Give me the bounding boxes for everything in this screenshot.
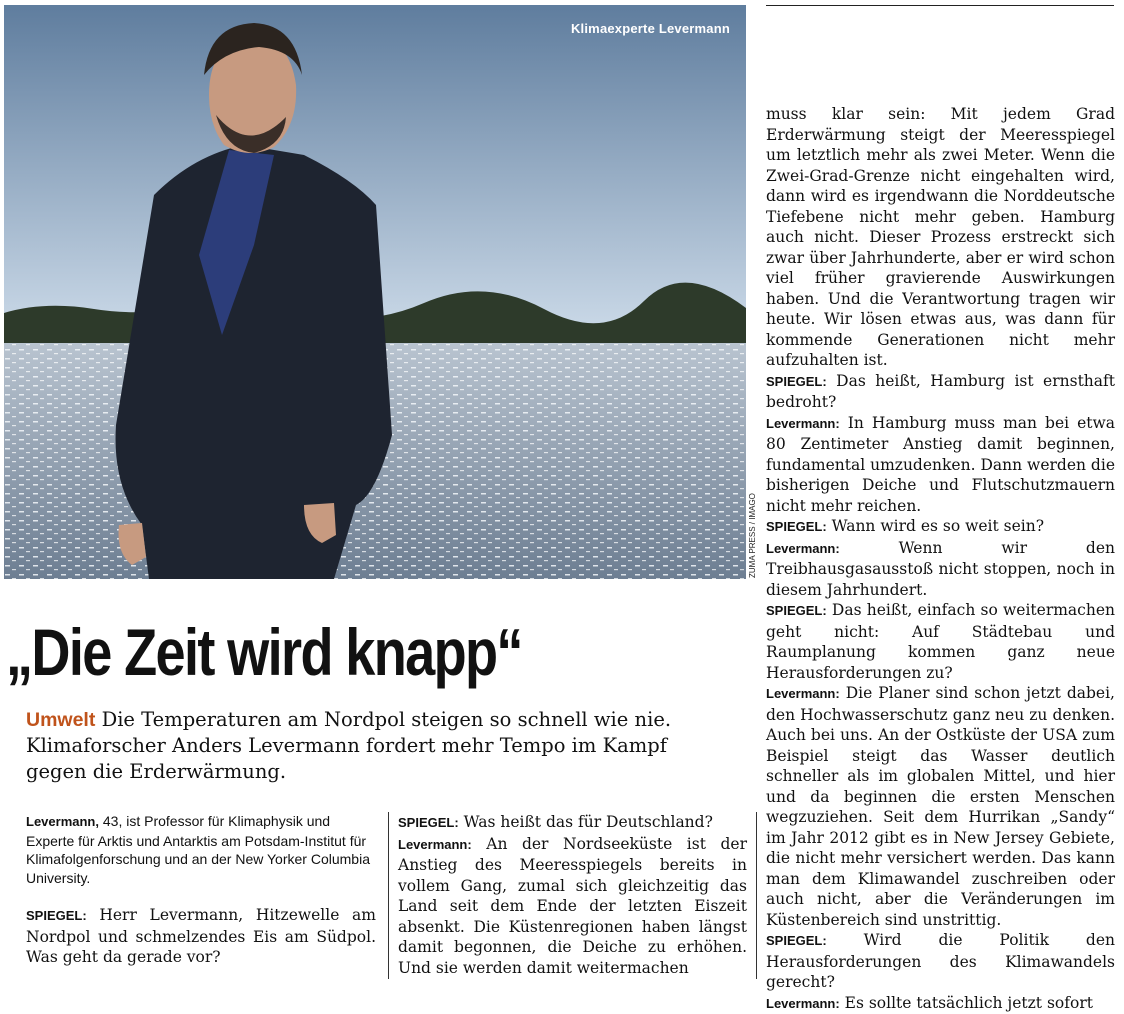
exchange-text: Das heißt, einfach so weitermachen geht nicht: Auf Städtebau und Raumplanung kommen ganz neue Herausforderungen zu? bbox=[766, 601, 1115, 682]
interview-question bbox=[26, 905, 376, 968]
speaker-label: SPIEGEL: bbox=[398, 815, 459, 830]
column-3 bbox=[766, 104, 1115, 1014]
speaker-label: SPIEGEL: bbox=[766, 933, 827, 948]
exchange-item bbox=[766, 371, 1115, 413]
exchange-text: Wenn wir den Treibhausgasausstoß nicht stoppen, noch in diesem Jahrhundert. bbox=[766, 539, 1115, 599]
column-divider bbox=[388, 812, 389, 979]
exchange-text: Wann wird es so weit sein? bbox=[832, 517, 1044, 535]
exchange-item bbox=[766, 600, 1115, 683]
column-divider bbox=[756, 812, 757, 979]
speaker-label: SPIEGEL: bbox=[26, 908, 87, 923]
speaker-label: Levermann: bbox=[766, 996, 840, 1011]
exchange-text: In Hamburg muss man bei etwa 80 Zentimeter Anstieg damit beginnen, fundamental umzudenken. Dann werden die bisherigen Deiche und Flutschutzmauern nicht mehr reichen. bbox=[766, 414, 1115, 515]
portrait-photo bbox=[4, 5, 746, 579]
answer-continuation: muss klar sein: Mit jedem Grad Erderwärmung steigt der Meeresspiegel um letztlich mehr als zwei Meter. Wenn die Zwei-Grad-Grenze nicht eingehalten wird, dann wird es irgendwann die Norddeutsche Tiefebene nicht mehr geben. Hamburg auch nicht. Dieser Prozess erstreckt sich zwar über Jahrhunderte, aber er wird schon viel früher gravierende Auswirkungen haben. Und die Verantwortung tragen wir heute. Wir lösen etwas aus, was dann für kommende Generationen nicht mehr aufzuhalten ist. bbox=[766, 104, 1115, 371]
bio-text: 43, ist Professor für Klimaphysik und Experte für Arktis und Antarktis am Potsdam-Institut für Klimafolgenforschung und an der New Yorker Columbia University. bbox=[26, 813, 370, 886]
interview-answer bbox=[398, 834, 747, 979]
bio-name: Levermann, bbox=[26, 814, 99, 829]
question-text: Herr Levermann, Hitzewelle am Nordpol und schmelzendes Eis am Südpol. Was geht da gerade vor? bbox=[26, 906, 376, 966]
top-rule bbox=[766, 5, 1114, 6]
speaker-label: Levermann: bbox=[766, 686, 840, 701]
photo-credit: ZUMA PRESS / IMAGO bbox=[748, 486, 760, 580]
exchange-item bbox=[766, 538, 1115, 601]
exchange-item bbox=[766, 993, 1115, 1014]
intro-text: Die Temperaturen am Nordpol steigen so schnell wie nie. Klimaforscher Anders Levermann fordert mehr Tempo im Kampf gegen die Erderwärmung. bbox=[26, 708, 671, 783]
photo-caption: Klimaexperte Levermann bbox=[571, 21, 730, 36]
exchange-text: Wird die Politik den Herausforderungen des Klimawandels gerecht? bbox=[766, 931, 1115, 991]
interview-question bbox=[398, 812, 747, 834]
exchange-list bbox=[766, 371, 1115, 1014]
speaker-label: Levermann: bbox=[766, 541, 840, 556]
speaker-label: SPIEGEL: bbox=[766, 519, 827, 534]
section-kicker: Umwelt bbox=[26, 709, 95, 731]
speaker-label: SPIEGEL: bbox=[766, 603, 827, 618]
exchange-text: Die Planer sind schon jetzt dabei, den Hochwasserschutz ganz neu zu denken. Auch bei uns. An der Ostküste der USA zum Beispiel steigt das Wasser deutlich schneller als im globalen Mittel, und hier und da beginnen die ersten Menschen wegzuziehen. Seit dem Hurrikan „Sandy“ im Jahr 2012 gibt es in New Jersey Gebiete, die nicht mehr versichert werden. Das kann man dem Klimawandel zuschreiben oder auch nicht, aber die Veränderungen im Küstenbereich sind unstrittig. bbox=[766, 684, 1115, 929]
answer-text: An der Nordseeküste ist der Anstieg des Meeresspiegels bereits in vollem Gang, zumal sich gleichzeitig das Land seit dem Ende der letzten Eiszeit absenkt. Die Küstenregionen haben längst damit begonnen, die Deiche zu erhöhen. Und sie werden damit weitermachen bbox=[398, 835, 747, 977]
column-2 bbox=[398, 812, 747, 978]
exchange-item bbox=[766, 930, 1115, 993]
exchange-text: Das heißt, Hamburg ist ernsthaft bedroht? bbox=[766, 372, 1115, 412]
speaker-label: Levermann: bbox=[766, 416, 840, 431]
speaker-label: Levermann: bbox=[398, 837, 472, 852]
exchange-item bbox=[766, 413, 1115, 517]
speaker-label: SPIEGEL: bbox=[766, 374, 827, 389]
author-bio bbox=[26, 812, 376, 887]
exchange-item bbox=[766, 516, 1115, 538]
question-text: Was heißt das für Deutschland? bbox=[464, 813, 713, 831]
exchange-item bbox=[766, 683, 1115, 930]
column-1 bbox=[26, 812, 376, 968]
intro-teaser bbox=[26, 707, 726, 785]
headline: „Die Zeit wird knapp“ bbox=[6, 612, 522, 692]
exchange-text: Es sollte tatsächlich jetzt sofort bbox=[845, 994, 1093, 1012]
